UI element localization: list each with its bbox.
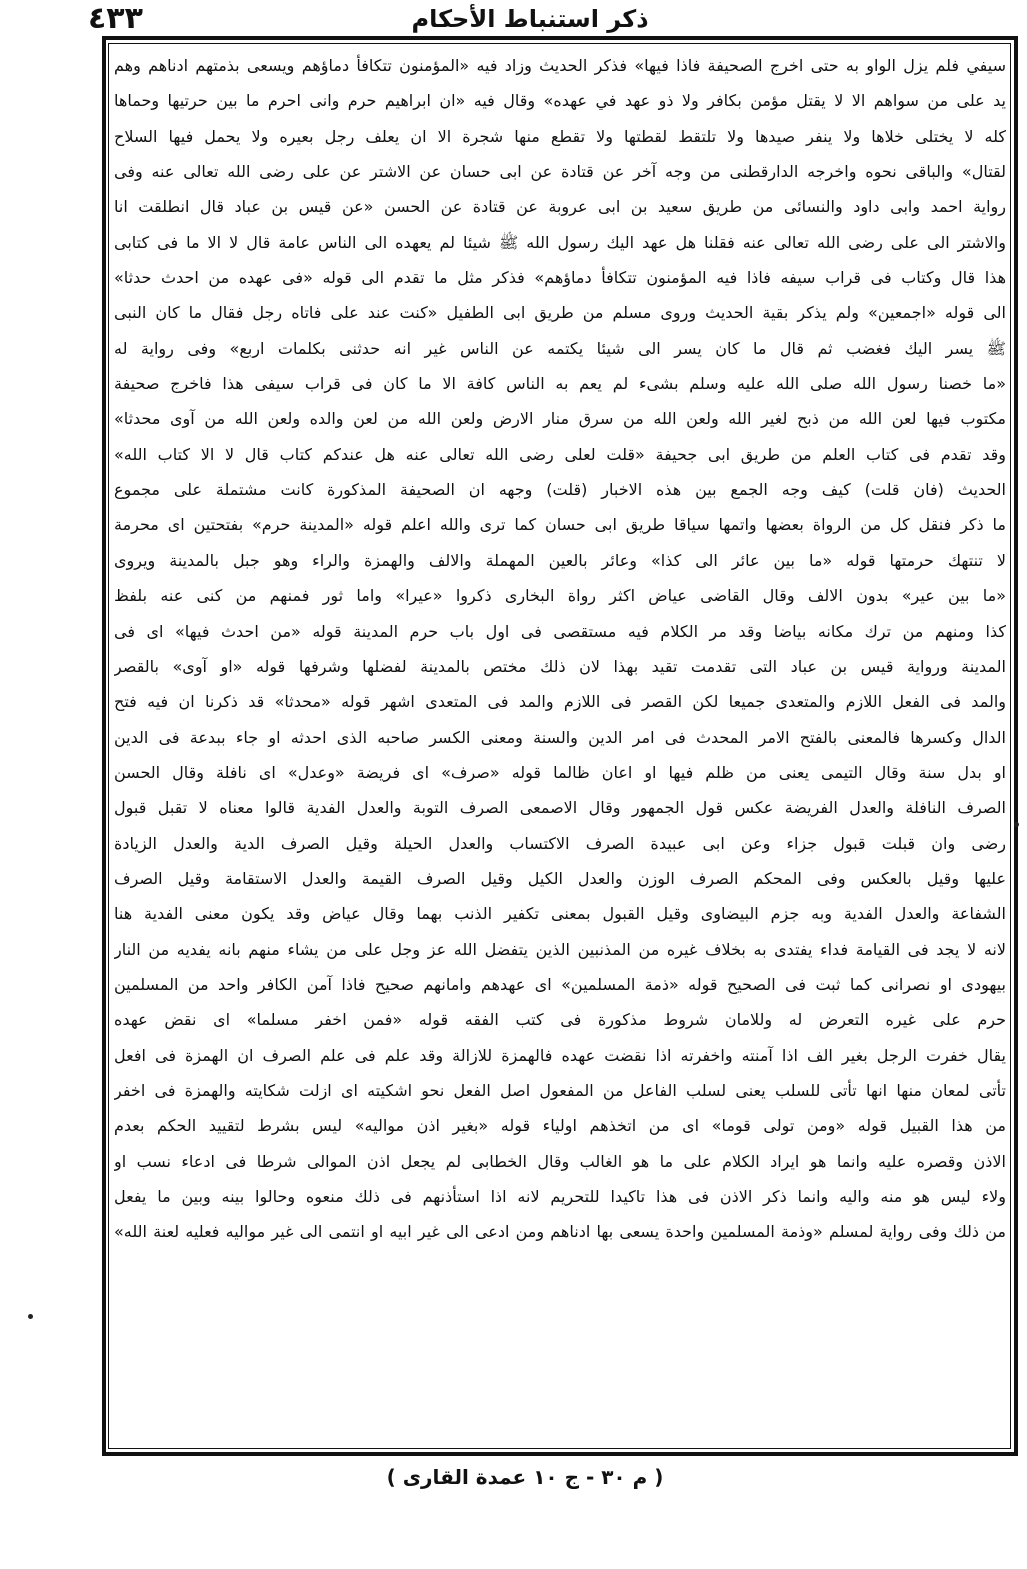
- text-line: «ما بين عير» بدون الالف وقال القاضى عياض اكثر رواة البخارى ذكروا «عيرا» واما ثور فمنهم من كنى عنه بلفظ: [114, 586, 1006, 606]
- text-line: ما ذكر فنقل كل من الرواة بعضها واتمها سياقا طريق ابى حسان كما ترى والله اعلم قوله «المدينة حرم» بفتحتين اى محرمة: [114, 515, 1006, 535]
- text-line: لقتال» والباقى نحوه واخرجه الدارقطنى من وجه آخر عن قتادة عن ابى حسان عن الاشتر عن على رضى الله تعالى عنه وفى: [114, 162, 1006, 182]
- text-line: حرم على غيره التعرض له وللامان شروط مذكورة فى كتب الفقه قوله «فمن اخفر مسلما» اى نقض عهده: [114, 1010, 1006, 1030]
- text-line: كذا ومنهم من ترك مكانه بياضا وقد مر الكلام فيه مستقصى فى اول باب حرم المدينة قوله «من احدث فيها» اى فى: [114, 621, 1006, 641]
- text-line: لانه لا يجد فى القيامة فداء يفتدى به بخلاف غيره من المذنبين الذين يتفضل الله عز وجل على من يشاء منهم بانه يفديه من النار: [114, 939, 1006, 959]
- text-line: الى قوله «اجمعين» ولم يذكر بقية الحديث وروى مسلم من طريق ابى الطفيل «كنت عند على فاتاه رجل فقال ما كان النبى: [114, 303, 1006, 323]
- page-number: ٤٣٣: [88, 1, 143, 36]
- text-line: كله لا يختلى خلاها ولا ينفر صيدها ولا تلتقط لقطتها ولا تقطع منها شجرة الا ان يعلف رجل بعيره ولا يحمل فيها السلاح: [114, 126, 1006, 146]
- text-line: الحديث (فان قلت) كيف وجه الجمع بين هذه الاخبار (قلت) وجهه ان الصحيفة المذكورة كانت مشتملة على مجموع: [114, 480, 1006, 500]
- text-line: والمد فى الفعل اللازم والمتعدى جميعا لكن القصر فى اللازم والمد فى المتعدى اشهر قوله «محدثا» قد ذكرنا ان فيه فتح: [114, 692, 1006, 712]
- text-line: لا تنتهك حرمتها قوله «ما بين عائر الى كذا» وعائر بالعين المهملة والالف والهمزة والراء وهو جبل بالمدينة ويروى: [114, 550, 1006, 570]
- text-line: الشفاعة والعدل الفدية وبه جزم البيضاوى وقيل القبول بمعنى تكفير الذنب بهما وقال عياض وقد يكون معنى الفدية هنا: [114, 904, 1006, 924]
- text-line: المدينة ورواية قيس بن عباد التى تقدمت تقيد بهذا لان ذلك مختص بالمدينة لفضلها وشرفها قوله «او آوى» بالقصر: [114, 656, 1006, 676]
- text-line: رضى وان قبلت قبول جزاء وعن ابى عبيدة الصرف الاكتساب والعدل الحيلة وقيل الصرف الدية والعدل الزيادة: [114, 833, 1006, 853]
- text-line: مكتوب فيها لعن الله من ذبح لغير الله ولعن الله من سرق منار الارض ولعن الله من لعن والده ولعن الله من آوى محدثا»: [114, 409, 1006, 429]
- text-line: والاشتر الى على رضى الله تعالى عنه فقلنا هل عهد اليك رسول الله ﷺ شيئا لم يعهده الى الناس عامة قال لا الا ما فى كتابى: [114, 232, 1006, 252]
- text-line: من ذلك وفى رواية لمسلم «وذمة المسلمين واحدة يسعى بها ادناهم ومن ادعى الى غير ابيه او انتمى الى غير مواليه فعليه لعنة الله»: [114, 1222, 1006, 1242]
- text-line: ﷺ يسر اليك فغضب ثم قال ما كان يسر الى شيئا يكتمه عن الناس غير انه حدثنى بكلمات اربع» وفى رواية له: [114, 338, 1006, 358]
- text-line: تأتى لمعان منها انها تأتى للسلب يعنى لسلب الفاعل من المفعول اصل الفعل نحو اشكيته اى ازلت شكايته والهمزة فى اخفر: [114, 1080, 1006, 1100]
- text-line: من هذا القبيل قوله «ومن تولى قوما» اى من اتخذهم اولياء قوله «بغير اذن مواليه» ليس بشرط لتقييد الحكم بعدم: [114, 1116, 1006, 1136]
- body-text: [114, 48, 1006, 1446]
- text-line: الاذن وقصره عليه وانما هو ايراد الكلام على ما هو الغالب وقال الخطابى لم يجعل اذن الموالى شرطا فى ادعاء نسب او: [114, 1151, 1006, 1171]
- text-line: وقد تقدم فى كتاب العلم من طريق ابى جحيفة «قلت لعلى رضى الله تعالى عنه هل عندكم كتاب قال لا الا كتاب الله»: [114, 444, 1006, 464]
- text-line: عليها وقيل بالعكس وفى المحكم الصرف الوزن والعدل الكيل وقيل الصرف القيمة والعدل الاستقامة وقيل الصرف: [114, 868, 1006, 888]
- text-line: ولاء ليس هو منه واليه وانما ذكر الاذن فى هذا تاكيدا للتحريم لانه اذا استأذنهم فى ذلك منعوه وحالوا بينه وبين ما يفعل: [114, 1187, 1006, 1206]
- text-line: بيهودى او نصرانى كما ثبت فى الصحيح قوله «ذمة المسلمين» اى عهدهم وامانهم صحيح فاذا آمن الكافر واحد من المسلمين: [114, 974, 1006, 994]
- text-line: الدال وكسرها فالمعنى بالفتح الامر المحدث فى امر الدين والسنة ومعنى الكسر صاحبه الذى احدثه او جاء ببدعة فى الدين: [114, 727, 1006, 747]
- text-line: او بدل سنة وقال التيمى يعنى من ظلم فيها او اعان ظالما قوله «صرف» اى فريضة «وعدل» اى نافلة وقال الحسن: [114, 762, 1006, 782]
- margin-dot: [1014, 822, 1019, 827]
- text-line: يقال خفرت الرجل بغير الف اذا آمنته واخفرته اذا نقضت عهده فالهمزة للازالة وقد علم فى علم الصرف ان الهمزة فى افعل: [114, 1045, 1006, 1065]
- text-line: الصرف النافلة والعدل الفريضة عكس قول الجمهور وقال الاصمعى الصرف التوبة والعدل الفدية قالوا معناه لا تقبل قبول: [114, 798, 1006, 818]
- text-line: «ما خصنا رسول الله صلى الله عليه وسلم بشىء لم يعم به الناس كافة الا ما كان فى قراب سيفى هذا فاخرج صحيفة: [114, 374, 1006, 394]
- margin-dot: [28, 1314, 33, 1319]
- running-title: ذكر استنباط الأحكام: [411, 5, 649, 33]
- text-line: يد على من سواهم الا لا يقتل مؤمن بكافر ولا ذو عهد في عهده» وقال فيه «ان ابراهيم حرم وانى احرم ما بين حرتيها وحماها: [114, 91, 1006, 111]
- text-line: رواية احمد وابى داود والنسائى من طريق سعيد بن ابى عروبة عن قتادة عن الحسن «عن قيس بن عباد قال انطلقت انا: [114, 197, 1006, 217]
- footer-reference: ( م ٣٠ - ج ١٠ عمدة القارى ): [386, 1465, 664, 1489]
- text-line: سيفي فلم يزل الواو به حتى اخرج الصحيفة فاذا فيها» فذكر الحديث وزاد فيه «المؤمنون تتكافأ دماؤهم ويسعى بذمتهم ادناهم وهم: [114, 56, 1006, 75]
- text-line: هذا قال وكتاب فى قراب سيفه فاذا فيه المؤمنون تتكافأ دماؤهم» فذكر مثل ما تقدم الى قوله «فى عهده من احدث حدثا»: [114, 268, 1006, 288]
